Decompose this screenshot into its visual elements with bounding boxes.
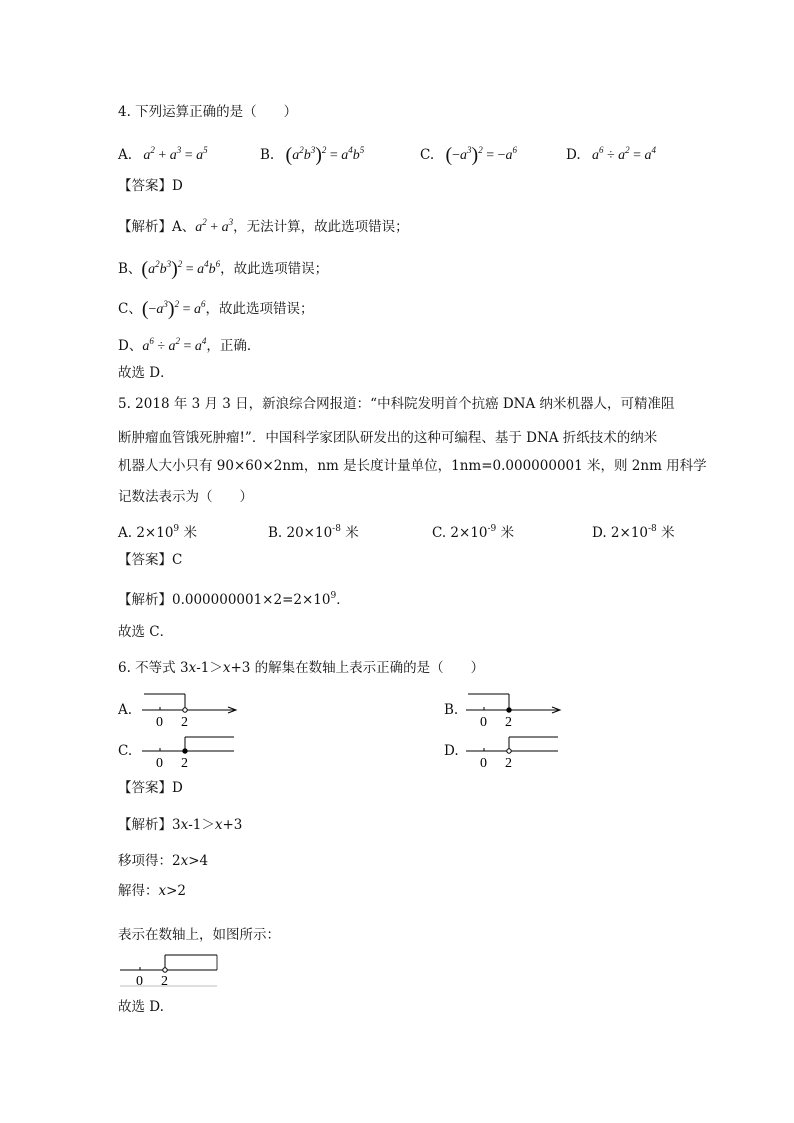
exponent: -9	[487, 524, 497, 534]
analysis-label: B、	[118, 261, 142, 277]
q6-number-line-b	[464, 690, 564, 732]
q4-option-c	[420, 140, 517, 166]
q5-conclusion: 故选 C．	[118, 624, 174, 640]
q6-title	[118, 658, 484, 678]
q4-option-b	[260, 140, 364, 166]
q5-option-d-text: D. 2×10	[592, 525, 649, 541]
q5-line-1: 5. 2018 年 3 月 3 日，新浪综合网报道：“中科院发明首个抗癌 DNA 纳米机器人，可精准阻	[118, 396, 675, 412]
q5-line-3: 机器人大小只有 90×60×2nm，nm 是长度计量单位，1nm=0.000000001 米，则 2nm 用科学	[118, 458, 707, 474]
analysis-text: ，无法计算，故此选项错误；	[233, 219, 409, 235]
option-label: C.	[420, 147, 435, 163]
q5-option-c	[432, 519, 514, 543]
var-x: x	[222, 660, 231, 676]
analysis-text: ，故此选项错误；	[205, 301, 314, 317]
q4-analysis-d-formula: $a^6 \div a^2 = a^4$	[142, 336, 207, 354]
step-text: >2	[166, 883, 187, 899]
tick-0: 0	[156, 715, 163, 730]
q5-analysis-text: 【解析】0.000000001×2=2×10	[118, 592, 331, 608]
tick-0: 0	[136, 974, 143, 989]
q6-option-b-label: B.	[444, 702, 459, 718]
tick-2: 2	[181, 756, 188, 771]
option-label: B.	[260, 147, 275, 163]
var-x: x	[188, 660, 197, 676]
q6-option-d-label: D.	[444, 743, 459, 759]
var-x: x	[180, 853, 189, 869]
q4-option-d	[566, 140, 656, 166]
analysis-text: ，故此选项错误；	[220, 261, 329, 277]
analysis-text: ，正确．	[206, 338, 261, 354]
q6-analysis-text: 【解析】3	[118, 817, 181, 833]
step-text: 解得：	[118, 883, 159, 899]
unit: 米	[179, 525, 197, 541]
q6-step-1	[118, 851, 208, 871]
q5-option-c-text: C. 2×10	[432, 525, 488, 541]
tick-2: 2	[181, 715, 188, 730]
q5-option-d	[592, 519, 675, 543]
q4-analysis-b	[118, 254, 328, 280]
tick-0: 0	[480, 715, 487, 730]
q6-analysis	[118, 815, 242, 835]
analysis-label: C、	[118, 301, 142, 317]
q4-title: 4. 下列运算正确的是（ ）	[118, 104, 298, 120]
q6-number-line-a	[140, 690, 240, 732]
q6-title-text: 6. 不等式 3	[118, 660, 189, 676]
q6-step-3: 表示在数轴上，如图所示：	[118, 927, 280, 943]
q6-answer: 【答案】D	[118, 780, 183, 796]
analysis-label: 【解析】A、	[118, 219, 196, 235]
tick-2: 2	[505, 715, 512, 730]
q5-option-b	[268, 519, 359, 543]
q6-analysis-text: +3	[222, 817, 243, 833]
q4-conclusion: 故选 D．	[118, 365, 174, 381]
exponent: 9	[173, 524, 180, 534]
q6-solution-number-line	[118, 952, 220, 992]
option-label: D.	[566, 147, 581, 163]
q4-analysis-a-formula: $a^2 + a^3$	[195, 217, 234, 235]
q4-option-b-formula: $(a^2b^3)^2 = a^4b^5$	[285, 144, 365, 166]
q5-option-a	[118, 519, 197, 543]
q4-analysis-a	[118, 212, 409, 238]
q5-option-a-text: A. 2×10	[118, 525, 174, 541]
var-x: x	[214, 817, 223, 833]
q4-answer: 【答案】D	[118, 178, 183, 194]
q6-number-line-c	[140, 731, 240, 773]
q5-line-2: 断肿瘤血管饿死肿瘤!”．中国科学家团队研发出的这种可编程、基于 DNA 折纸技术的纳米	[118, 430, 658, 446]
q4-analysis-c-formula: $(-a^3)^2 = a^6$	[141, 298, 206, 320]
q6-analysis-text: -1＞	[188, 817, 215, 833]
q4-option-d-formula: $a^6 \div a^2 = a^4$	[584, 145, 657, 163]
unit: 米	[496, 525, 515, 541]
q5-line-4: 记数法表示为（ ）	[118, 489, 253, 505]
unit: 米	[340, 525, 359, 541]
exponent: -8	[332, 524, 341, 534]
var-x: x	[158, 883, 167, 899]
q6-title-text: -1＞	[196, 660, 223, 676]
q6-title-text: +3 的解集在数轴上表示正确的是（ ）	[230, 660, 485, 676]
q6-step-2	[118, 881, 186, 901]
q5-option-b-text: B. 20×10	[268, 525, 333, 541]
q4-analysis-b-formula: $(a^2b^3)^2 = a^4b^6$	[141, 258, 221, 280]
q4-option-a-formula: $a^2 + a^3 = a^5$	[136, 145, 208, 163]
tick-0: 0	[480, 756, 487, 771]
q4-analysis-d	[118, 331, 260, 357]
exponent: -8	[648, 524, 657, 534]
q4-analysis-c	[118, 294, 314, 320]
tick-2: 2	[161, 974, 168, 989]
punct: ．	[336, 592, 350, 608]
q6-option-c-label: C.	[118, 743, 133, 759]
q4-option-c-formula: $(-a^3)^2 = -a^6$	[445, 144, 517, 166]
step-text: 移项得：2	[118, 853, 181, 869]
q6-number-line-d	[464, 731, 564, 773]
option-label: A.	[118, 147, 133, 163]
unit: 米	[656, 525, 675, 541]
q6-conclusion: 故选 D.	[118, 999, 164, 1015]
var-x: x	[180, 817, 189, 833]
analysis-label: D、	[118, 338, 143, 354]
step-text: >4	[188, 853, 209, 869]
exponent: 9	[330, 591, 337, 601]
q4-option-a	[118, 140, 208, 166]
q5-analysis	[118, 586, 350, 610]
q5-answer: 【答案】C	[118, 552, 183, 568]
tick-2: 2	[505, 756, 512, 771]
q6-option-a-label: A.	[118, 702, 133, 718]
tick-0: 0	[156, 756, 163, 771]
